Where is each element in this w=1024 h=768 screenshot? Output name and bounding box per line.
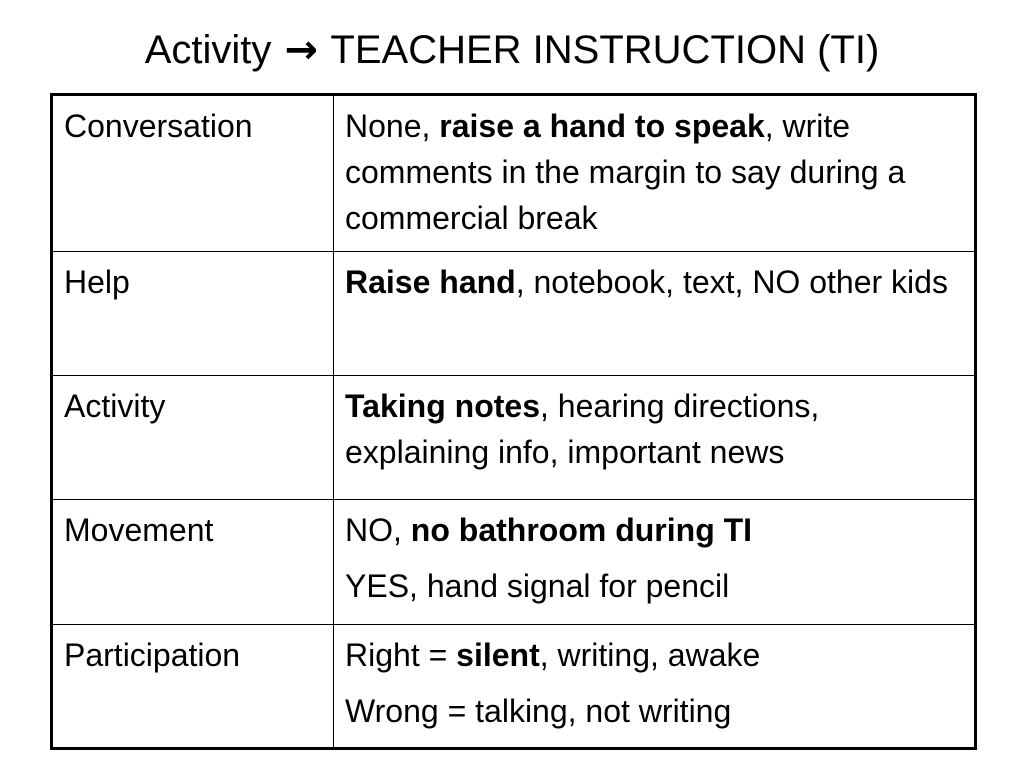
table-row-conversation — [52, 95, 976, 252]
description-text: NO, — [345, 512, 411, 548]
description-emphasis: Raise hand — [345, 264, 516, 300]
description-line — [345, 383, 964, 475]
category-cell: Activity — [52, 376, 334, 500]
description-emphasis: Taking notes — [345, 388, 540, 424]
description-emphasis: raise a hand to speak — [439, 108, 765, 144]
description-line — [345, 259, 964, 305]
description-emphasis: silent — [456, 637, 540, 673]
category-cell: Participation — [52, 625, 334, 749]
description-text: None, — [345, 108, 440, 144]
title-activity: Activity — [144, 28, 272, 72]
description-text: , hearing directions, explaining info, important news — [345, 388, 820, 470]
description-text: , write comments in the margin to say during a commercial break — [345, 108, 906, 236]
title-teacher-instruction: TEACHER INSTRUCTION (TI) — [330, 28, 880, 72]
description-cell — [334, 95, 976, 252]
table-row-participation — [52, 625, 976, 749]
right-arrow-icon: → — [284, 27, 319, 73]
category-cell: Help — [52, 252, 334, 376]
description-text: , notebook, text, NO other kids — [515, 264, 948, 300]
description-line — [345, 563, 964, 609]
category-cell: Conversation — [52, 95, 334, 252]
description-cell — [334, 500, 976, 625]
table-row-activity — [52, 376, 976, 500]
table-row-movement — [52, 500, 976, 625]
category-cell: Movement — [52, 500, 334, 625]
description-text: Right = — [345, 637, 457, 673]
description-line — [345, 688, 964, 734]
description-text: Wrong = talking, not writing — [345, 693, 732, 729]
description-text: YES, hand signal for pencil — [345, 568, 730, 604]
description-text: , writing, awake — [539, 637, 761, 673]
description-cell — [334, 376, 976, 500]
table-row-help — [52, 252, 976, 376]
description-cell — [334, 625, 976, 749]
description-emphasis: no bathroom during TI — [410, 512, 753, 548]
description-line — [345, 632, 964, 678]
expectations-table — [50, 93, 977, 750]
slide-title — [0, 22, 1024, 78]
description-cell — [334, 252, 976, 376]
description-line — [345, 103, 964, 241]
description-line — [345, 507, 964, 553]
